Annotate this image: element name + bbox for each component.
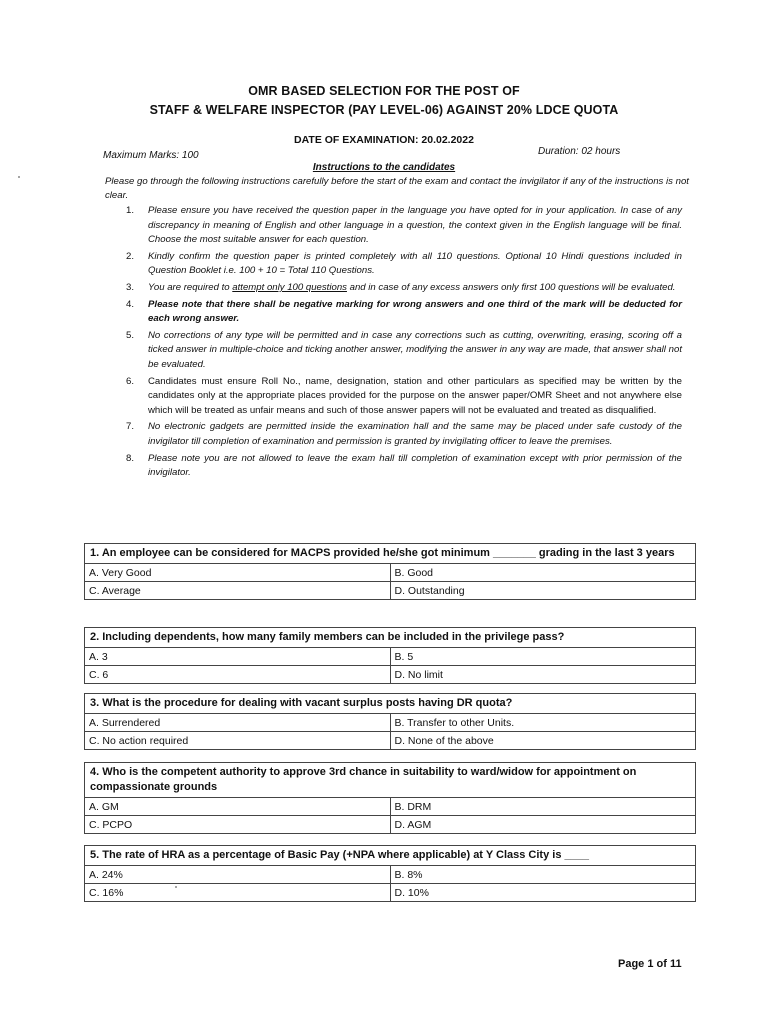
option-a: A. 24% xyxy=(85,866,391,884)
instruction-number: 5. xyxy=(126,329,135,341)
question-text: 4. Who is the competent authority to approve 3rd chance in suitability to ward/widow for appointment on compassionate grounds xyxy=(85,763,696,798)
option-b: B. Good xyxy=(390,564,696,582)
instruction-item xyxy=(122,250,682,279)
instruction-item xyxy=(122,375,682,419)
instruction-number: 4. xyxy=(126,298,135,310)
instructions-heading: Instructions to the candidates xyxy=(312,162,456,173)
option-b: B. Transfer to other Units. xyxy=(390,714,696,732)
option-a: A. 3 xyxy=(85,648,391,666)
option-d: D. AGM xyxy=(390,816,696,834)
instruction-number: 7. xyxy=(126,421,135,433)
instructions-list xyxy=(122,204,682,483)
option-d: D. No limit xyxy=(390,666,696,684)
instruction-number: 1. xyxy=(126,205,135,216)
instruction-number: 3. xyxy=(126,281,135,293)
duration: Duration: 02 hours xyxy=(538,146,621,157)
question-text: 3. What is the procedure for dealing with vacant surplus posts having DR quota? xyxy=(85,694,696,714)
page-number: Page 1 of 11 xyxy=(618,958,682,970)
option-d: D. 10% xyxy=(390,884,696,902)
question-block-5 xyxy=(84,845,696,902)
instruction-item xyxy=(122,329,682,373)
instruction-text xyxy=(148,282,675,293)
question-block-3 xyxy=(84,693,696,750)
question-block-1 xyxy=(84,543,696,600)
option-c: C. 16% xyxy=(85,884,391,902)
instruction-text: No electronic gadgets are permitted inside the examination hall and the same may be placed under safe custody of the invigilator till completion of examination and permission is granted by invigilating officer to leave the premises. xyxy=(148,421,682,447)
instruction-number: 6. xyxy=(126,375,135,387)
instruction-item xyxy=(122,420,682,449)
page-title-line2: STAFF & WELFARE INSPECTOR (PAY LEVEL-06) AGAINST 20% LDCE QUOTA xyxy=(149,103,619,117)
instruction-item xyxy=(122,204,682,248)
question-text: 2. Including dependents, how many family members can be included in the privilege pass? xyxy=(85,628,696,648)
option-d: D. Outstanding xyxy=(390,582,696,600)
option-c: C. Average xyxy=(85,582,391,600)
question-block-2 xyxy=(84,627,696,684)
exam-date: DATE OF EXAMINATION: 20.02.2022 xyxy=(294,134,474,146)
page-title-line1: OMR BASED SELECTION FOR THE POST OF xyxy=(248,84,520,98)
instruction-text: No corrections of any type will be permitted and in case any corrections such as cutting, overwriting, erasing, scoring off a ticked answer in multiple-choice and ticking another answer, modifying the answer in any way are made, that answer shall not be evaluated. xyxy=(148,329,682,370)
option-b: B. 5 xyxy=(390,648,696,666)
option-b: B. DRM xyxy=(390,798,696,816)
instruction-item xyxy=(122,298,682,327)
option-c: C. No action required xyxy=(85,732,391,750)
instruction-text-part: You are required to xyxy=(148,281,233,293)
instruction-text: Please note you are not allowed to leave the exam hall till completion of examination except with prior permission of the invigilator. xyxy=(148,452,682,479)
option-b: B. 8% xyxy=(390,866,696,884)
instruction-text: Candidates must ensure Roll No., name, designation, station and other particulars as specified may be written by the candidates only at the appropriate places provided for the purpose on the answer paper/OMR Sheet and not anywhere else which will be treated as unfair means and such of those answer papers will not be evaluated and treated as disqualified. xyxy=(148,375,682,416)
max-marks: Maximum Marks: 100 xyxy=(103,150,199,161)
option-c: C. PCPO xyxy=(85,816,391,834)
instruction-item xyxy=(122,281,682,296)
question-text: 1. An employee can be considered for MACPS provided he/she got minimum _______ grading in the last 3 years xyxy=(85,544,696,564)
option-c: C. 6 xyxy=(85,666,391,684)
instructions-intro: Please go through the following instructions carefully before the start of the exam and contact the invigilator if any of the instructions is not clear. xyxy=(105,176,689,201)
question-block-4 xyxy=(84,762,696,834)
question-text: 5. The rate of HRA as a percentage of Basic Pay (+NPA where applicable) at Y Class City is ____ xyxy=(85,846,696,866)
option-a: A. Very Good xyxy=(85,564,391,582)
option-d: D. None of the above xyxy=(390,732,696,750)
option-a: A. Surrendered xyxy=(85,714,391,732)
instruction-text-part: and in case of any excess answers only first 100 questions will be evaluated. xyxy=(346,281,676,293)
scan-speck xyxy=(18,176,20,178)
instruction-text: Please ensure you have received the question paper in the language you have opted for in your application. In case of any discrepancy in meaning of English and other language in a question, the context given in the English language will be final. Choose the most suitable answer for each question. xyxy=(148,205,682,246)
scan-speck xyxy=(175,886,177,888)
option-a: A. GM xyxy=(85,798,391,816)
instruction-item xyxy=(122,452,682,481)
instruction-text-bold: Please note that there shall be negative marking for wrong answers and one third of the mark will be deducted for each wrong answer. xyxy=(148,298,682,325)
instruction-text: Kindly confirm the question paper is printed completely with all 110 questions. Optional 10 Hindi questions included in Question Booklet i.e. 100 + 10 = Total 110 Questions. xyxy=(148,250,682,277)
instruction-underlined-text: attempt only 100 questions xyxy=(232,281,347,293)
instruction-number: 8. xyxy=(126,452,135,464)
instruction-number: 2. xyxy=(126,250,135,262)
